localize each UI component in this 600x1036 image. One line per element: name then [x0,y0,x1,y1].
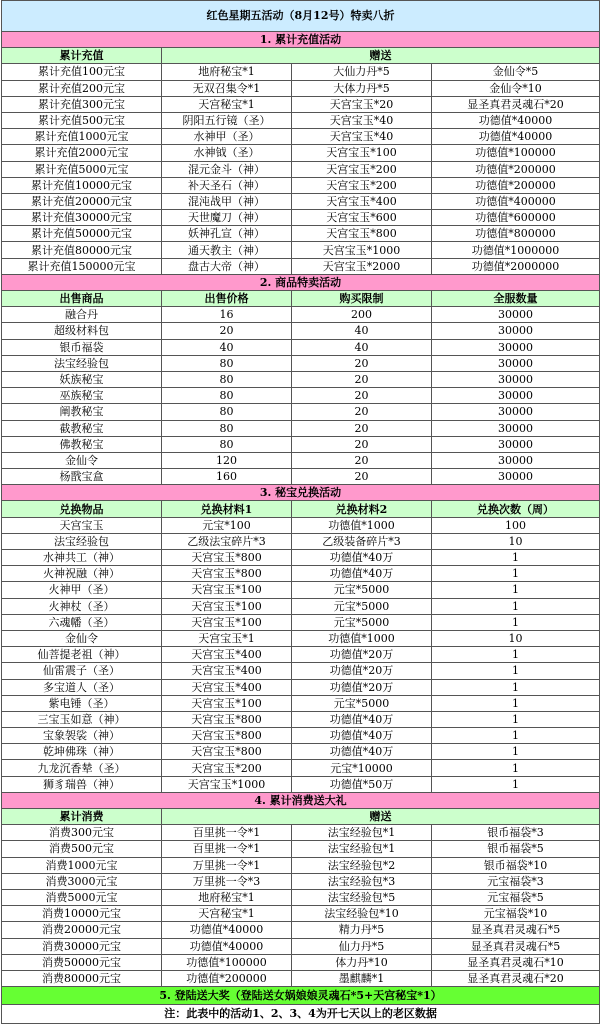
s2-cell: 40 [162,339,292,355]
login-reward-banner: 5. 登陆送大奖（登陆送女娲娘娘灵魂石*5+天宫秘宝*1） [2,987,600,1005]
s1-cell: 盘古大帝（神） [162,258,292,274]
s4-cell: 精力丹*5 [292,922,432,938]
s3-cell: 1 [432,598,600,614]
s4-cell: 体力丹*10 [292,954,432,970]
s3-row [2,533,600,549]
s2-header-2: 购买限制 [292,291,432,307]
s1-cell: 累计充值80000元宝 [2,242,162,258]
s2-cell: 20 [162,323,292,339]
s1-cell: 天宫宝玉*800 [292,226,432,242]
s2-cell: 200 [292,307,432,323]
s2-cell: 超级材料包 [2,323,162,339]
s4-header-1: 赠送 [162,809,600,825]
s4-row [2,954,600,970]
s1-cell: 累计充值300元宝 [2,96,162,112]
s3-cell: 天宫宝玉*400 [162,663,292,679]
s3-cell: 元宝*5000 [292,582,432,598]
s1-cell: 金仙令*10 [432,80,600,96]
s2-cell: 80 [162,436,292,452]
s2-row [2,388,600,404]
s2-cell: 20 [292,452,432,468]
s3-cell: 元宝*10000 [292,760,432,776]
s2-cell: 20 [292,469,432,485]
s3-cell: 元宝*100 [162,517,292,533]
s1-cell: 累计充值50000元宝 [2,226,162,242]
s3-cell: 狮豸瑞兽（神） [2,776,162,792]
s1-cell: 地府秘宝*1 [162,64,292,80]
s1-cell: 通天教主（神） [162,242,292,258]
s3-row [2,566,600,582]
s4-cell: 消费300元宝 [2,825,162,841]
s2-cell: 巫族秘宝 [2,388,162,404]
s4-cell: 天宫秘宝*1 [162,906,292,922]
s1-cell: 无双召集令*1 [162,80,292,96]
s1-cell: 天宫宝玉*40 [292,112,432,128]
s4-cell: 显圣真君灵魂石*20 [432,970,600,986]
s3-cell: 功德值*50万 [292,776,432,792]
s1-cell: 累计充值30000元宝 [2,210,162,226]
s4-cell: 功德值*100000 [162,954,292,970]
s2-row [2,339,600,355]
s2-cell: 20 [292,371,432,387]
s3-cell: 水神共工（神） [2,550,162,566]
s2-cell: 30000 [432,404,600,420]
s4-row [2,906,600,922]
s4-cell: 法宝经验包*1 [292,841,432,857]
s1-row [2,258,600,274]
s3-cell: 火神祝融（神） [2,566,162,582]
s4-cell: 法宝经验包*2 [292,857,432,873]
s2-header-3: 全服数量 [432,291,600,307]
s1-cell: 妖神孔宣（神） [162,226,292,242]
s3-cell: 火神甲（圣） [2,582,162,598]
s2-cell: 20 [292,436,432,452]
page-title: 红色星期五活动（8月12号）特卖八折 [2,1,600,32]
s4-cell: 银币福袋*3 [432,825,600,841]
s1-cell: 天宫宝玉*40 [292,129,432,145]
title-row [2,1,600,32]
s4-cell: 消费20000元宝 [2,922,162,938]
s4-cell: 消费50000元宝 [2,954,162,970]
s2-cell: 30000 [432,452,600,468]
s4-cell: 百里挑一令*1 [162,825,292,841]
s2-cell: 20 [292,404,432,420]
s2-header-0: 出售商品 [2,291,162,307]
s3-cell: 1 [432,744,600,760]
s3-row [2,711,600,727]
s2-row [2,404,600,420]
s3-cell: 1 [432,566,600,582]
s1-cell: 累计充值200元宝 [2,80,162,96]
s3-cell: 天宫宝玉*1 [162,630,292,646]
s3-cell: 天宫宝玉*400 [162,679,292,695]
s3-cell: 三宝玉如意（神） [2,711,162,727]
s3-cell: 元宝*5000 [292,695,432,711]
s4-row [2,857,600,873]
s1-row [2,193,600,209]
s2-cell: 30000 [432,355,600,371]
s2-cell: 30000 [432,388,600,404]
s2-title-row [2,274,600,290]
s4-header-row [2,809,600,825]
s4-cell: 消费1000元宝 [2,857,162,873]
s3-row [2,614,600,630]
s3-row [2,760,600,776]
s3-cell: 功德值*40万 [292,728,432,744]
s2-cell: 融合丹 [2,307,162,323]
s3-header-2: 兑换材料2 [292,501,432,517]
s4-cell: 消费80000元宝 [2,970,162,986]
s2-cell: 80 [162,355,292,371]
s3-cell: 天宫宝玉*800 [162,744,292,760]
s3-title: 3. 秘宝兑换活动 [2,485,600,501]
s3-cell: 天宫宝玉*100 [162,582,292,598]
s1-cell: 功德值*40000 [432,112,600,128]
s2-title: 2. 商品特卖活动 [2,274,600,290]
s3-cell: 功德值*40万 [292,744,432,760]
s2-row [2,436,600,452]
s2-cell: 30000 [432,323,600,339]
s3-cell: 天宫宝玉*800 [162,711,292,727]
s3-cell: 功德值*20万 [292,663,432,679]
s1-cell: 功德值*800000 [432,226,600,242]
s3-cell: 金仙令 [2,630,162,646]
s1-cell: 功德值*40000 [432,129,600,145]
note-row [2,1005,600,1024]
s1-row [2,112,600,128]
s3-row [2,598,600,614]
s2-cell: 80 [162,388,292,404]
s1-cell: 显圣真君灵魂石*20 [432,96,600,112]
s4-cell: 元宝福袋*3 [432,873,600,889]
s1-cell: 累计充值1000元宝 [2,129,162,145]
s4-cell: 消费500元宝 [2,841,162,857]
s1-header-1: 赠送 [162,48,600,64]
s3-row [2,679,600,695]
s4-cell: 显圣真君灵魂石*10 [432,954,600,970]
footnote: 注：此表中的活动1、2、3、4为开七天以上的老区数据 [2,1005,600,1024]
s2-cell: 阐教秘宝 [2,404,162,420]
s1-cell: 功德值*100000 [432,145,600,161]
s3-cell: 天宫宝玉*100 [162,695,292,711]
s3-row [2,744,600,760]
s2-cell: 40 [292,339,432,355]
event-sheet [1,0,599,1024]
s3-cell: 天宫宝玉*100 [162,598,292,614]
s4-cell: 法宝经验包*10 [292,906,432,922]
s1-cell: 累计充值100元宝 [2,64,162,80]
s3-cell: 1 [432,614,600,630]
s2-cell: 30000 [432,307,600,323]
s4-cell: 百里挑一令*1 [162,841,292,857]
s2-header-1: 出售价格 [162,291,292,307]
s3-cell: 元宝*5000 [292,614,432,630]
s4-cell: 消费30000元宝 [2,938,162,954]
s4-row [2,922,600,938]
s4-title-row [2,792,600,808]
s1-row [2,226,600,242]
s3-row [2,630,600,646]
event-table [1,0,600,1024]
s3-cell: 天宫宝玉*800 [162,566,292,582]
s1-cell: 功德值*2000000 [432,258,600,274]
s3-cell: 天宫宝玉*800 [162,550,292,566]
s3-cell: 1 [432,550,600,566]
s4-cell: 功德值*40000 [162,922,292,938]
s4-header-0: 累计消费 [2,809,162,825]
s1-cell: 天宫宝玉*2000 [292,258,432,274]
s2-cell: 20 [292,388,432,404]
s4-row [2,889,600,905]
s3-cell: 天宫宝玉*400 [162,647,292,663]
s2-row [2,452,600,468]
s1-row [2,129,600,145]
s3-row [2,647,600,663]
s3-cell: 六魂幡（圣） [2,614,162,630]
s1-row [2,64,600,80]
s3-cell: 功德值*40万 [292,711,432,727]
s1-cell: 天宫宝玉*100 [292,145,432,161]
s4-cell: 法宝经验包*3 [292,873,432,889]
s3-cell: 1 [432,760,600,776]
s4-cell: 银币福袋*5 [432,841,600,857]
s3-cell: 功德值*20万 [292,647,432,663]
s4-cell: 银币福袋*10 [432,857,600,873]
s1-cell: 天宫宝玉*600 [292,210,432,226]
s2-cell: 120 [162,452,292,468]
s4-cell: 仙力丹*5 [292,938,432,954]
s3-row [2,695,600,711]
s1-cell: 水神甲（圣） [162,129,292,145]
s1-cell: 累计充值500元宝 [2,112,162,128]
s1-cell: 功德值*1000000 [432,242,600,258]
s3-cell: 10 [432,533,600,549]
s1-row [2,96,600,112]
s3-header-3: 兑换次数（周） [432,501,600,517]
s1-cell: 混沌战甲（神） [162,193,292,209]
s3-cell: 天宫宝玉*200 [162,760,292,776]
s1-cell: 阴阳五行镜（圣） [162,112,292,128]
s2-row [2,307,600,323]
s4-cell: 地府秘宝*1 [162,889,292,905]
s3-cell: 功德值*40万 [292,566,432,582]
s3-row [2,550,600,566]
s4-cell: 万里挑一令*1 [162,857,292,873]
s3-cell: 1 [432,728,600,744]
s3-cell: 1 [432,711,600,727]
s1-cell: 功德值*200000 [432,161,600,177]
s3-cell: 乾坤佛珠（神） [2,744,162,760]
s4-cell: 墨麒麟*1 [292,970,432,986]
s3-cell: 仙菩提老祖（神） [2,647,162,663]
s3-cell: 天宫宝玉*1000 [162,776,292,792]
s1-cell: 水神钺（圣） [162,145,292,161]
s3-cell: 1 [432,663,600,679]
s2-cell: 金仙令 [2,452,162,468]
s2-cell: 30000 [432,371,600,387]
s4-cell: 消费3000元宝 [2,873,162,889]
s3-cell: 100 [432,517,600,533]
s1-cell: 功德值*600000 [432,210,600,226]
s2-cell: 80 [162,420,292,436]
s4-cell: 消费10000元宝 [2,906,162,922]
s3-header-row [2,501,600,517]
s3-cell: 天宫宝玉*100 [162,614,292,630]
s2-cell: 佛教秘宝 [2,436,162,452]
s2-cell: 30000 [432,339,600,355]
s1-cell: 补天圣石（神） [162,177,292,193]
s3-cell: 天宫宝玉 [2,517,162,533]
s4-row [2,873,600,889]
s4-row [2,970,600,986]
s1-header-row [2,48,600,64]
s3-row [2,728,600,744]
s4-cell: 功德值*40000 [162,938,292,954]
s1-cell: 累计充值2000元宝 [2,145,162,161]
s1-cell: 天宫宝玉*200 [292,177,432,193]
s3-cell: 紫电锤（圣） [2,695,162,711]
s3-cell: 天宫宝玉*800 [162,728,292,744]
s3-cell: 九龙沉香辇（圣） [2,760,162,776]
s1-row [2,145,600,161]
s4-row [2,825,600,841]
s3-cell: 1 [432,776,600,792]
s3-row [2,663,600,679]
s3-cell: 1 [432,679,600,695]
s4-cell: 万里挑一令*3 [162,873,292,889]
s2-cell: 杨戬宝盒 [2,469,162,485]
s3-cell: 功德值*40万 [292,550,432,566]
s1-cell: 累计充值5000元宝 [2,161,162,177]
s4-cell: 显圣真君灵魂石*5 [432,938,600,954]
s1-cell: 混元金斗（神） [162,161,292,177]
s4-cell: 元宝福袋*10 [432,906,600,922]
s1-row [2,242,600,258]
s3-cell: 元宝*5000 [292,598,432,614]
s2-cell: 法宝经验包 [2,355,162,371]
s4-cell: 显圣真君灵魂石*5 [432,922,600,938]
s3-cell: 功德值*1000 [292,630,432,646]
s2-row [2,355,600,371]
s1-cell: 功德值*200000 [432,177,600,193]
s4-cell: 消费5000元宝 [2,889,162,905]
s2-cell: 80 [162,404,292,420]
s1-row [2,210,600,226]
s3-cell: 功德值*20万 [292,679,432,695]
s3-cell: 多宝道人（圣） [2,679,162,695]
s3-cell: 宝象袈裟（神） [2,728,162,744]
s3-cell: 10 [432,630,600,646]
s2-cell: 20 [292,355,432,371]
s2-cell: 30000 [432,420,600,436]
s2-cell: 20 [292,420,432,436]
s1-title-row [2,32,600,48]
s3-header-0: 兑换物品 [2,501,162,517]
s1-cell: 功德值*400000 [432,193,600,209]
s3-cell: 乙级法宝碎片*3 [162,533,292,549]
s1-row [2,161,600,177]
s1-cell: 天世魔刀（神） [162,210,292,226]
s1-cell: 天宫宝玉*200 [292,161,432,177]
s1-row [2,80,600,96]
s3-cell: 功德值*1000 [292,517,432,533]
s1-cell: 金仙令*5 [432,64,600,80]
s5-row [2,987,600,1005]
s4-cell: 法宝经验包*5 [292,889,432,905]
s1-header-0: 累计充值 [2,48,162,64]
s4-cell: 功德值*200000 [162,970,292,986]
s1-cell: 累计充值20000元宝 [2,193,162,209]
s2-cell: 80 [162,371,292,387]
s1-title: 1. 累计充值活动 [2,32,600,48]
s2-row [2,420,600,436]
s2-cell: 妖族秘宝 [2,371,162,387]
s1-row [2,177,600,193]
s2-cell: 30000 [432,469,600,485]
s3-row [2,582,600,598]
s1-cell: 累计充值150000元宝 [2,258,162,274]
s3-title-row [2,485,600,501]
s4-row [2,841,600,857]
s1-cell: 天宫秘宝*1 [162,96,292,112]
s4-title: 4. 累计消费送大礼 [2,792,600,808]
s2-row [2,371,600,387]
s1-cell: 天宫宝玉*20 [292,96,432,112]
s2-header-row [2,291,600,307]
s1-cell: 大仙力丹*5 [292,64,432,80]
s2-cell: 30000 [432,436,600,452]
s4-cell: 法宝经验包*1 [292,825,432,841]
s3-cell: 火神杖（圣） [2,598,162,614]
s3-row [2,776,600,792]
s2-cell: 40 [292,323,432,339]
s2-cell: 截教秘宝 [2,420,162,436]
s2-cell: 16 [162,307,292,323]
s3-cell: 1 [432,582,600,598]
s2-row [2,469,600,485]
s3-cell: 法宝经验包 [2,533,162,549]
s4-cell: 元宝福袋*5 [432,889,600,905]
s1-cell: 大体力丹*5 [292,80,432,96]
s3-cell: 1 [432,647,600,663]
s1-cell: 天宫宝玉*400 [292,193,432,209]
s3-cell: 乙级装备碎片*3 [292,533,432,549]
s1-cell: 累计充值10000元宝 [2,177,162,193]
s2-row [2,323,600,339]
s3-cell: 1 [432,695,600,711]
s3-header-1: 兑换材料1 [162,501,292,517]
s3-row [2,517,600,533]
s1-cell: 天宫宝玉*1000 [292,242,432,258]
s3-cell: 仙雷震子（圣） [2,663,162,679]
s2-cell: 160 [162,469,292,485]
s4-row [2,938,600,954]
s2-cell: 银币福袋 [2,339,162,355]
